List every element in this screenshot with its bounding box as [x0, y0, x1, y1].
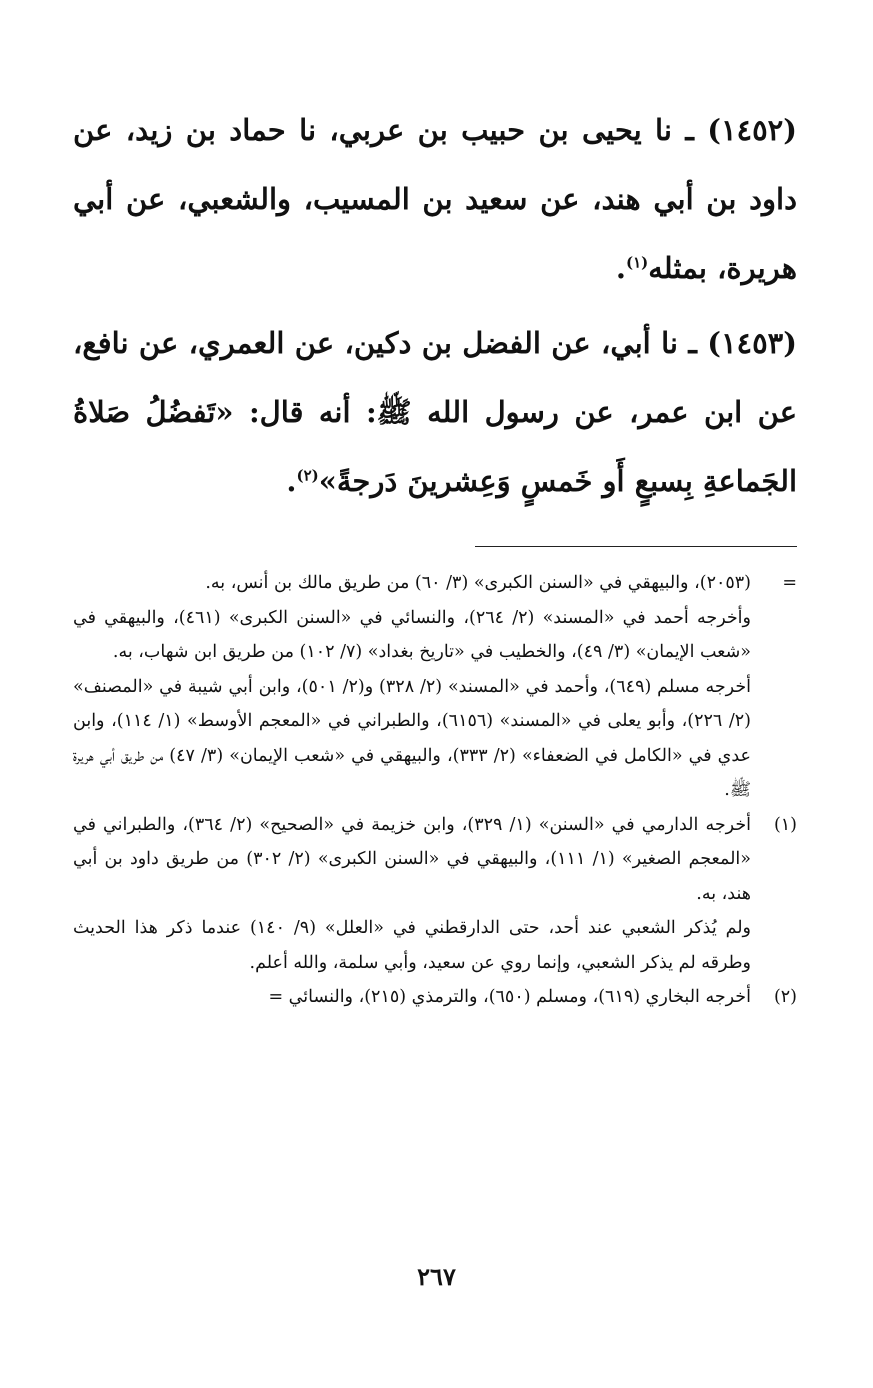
hadith-number: (١٤٥٢) — [707, 113, 797, 147]
footnote-marker: = — [782, 573, 797, 593]
footnote-text: (٢٠٥٣)، والبيهقي في «السنن الكبرى» (٣/ ٦٠) من طريق مالك بن أنس، به. — [205, 573, 751, 593]
footnote-marker: (٢) — [773, 987, 797, 1007]
page-number: ٢٦٧ — [417, 1262, 456, 1291]
hadith-number: (١٤٥٣) — [707, 326, 797, 360]
hadith-chain: ـ نا أبي، عن الفضل بن دكين، عن العمري، عن نافع، عن ابن عمر، عن رسول الله ﷺ: أنه قال: — [73, 326, 797, 429]
footnote-ref-2[interactable]: (٢) — [296, 466, 319, 485]
hadith-paragraph-1453 — [73, 309, 797, 516]
footnote-text: أخرجه الدارمي في «السنن» (١/ ٣٢٩)، وابن خزيمة في «الصحيح» (٢/ ٣٦٤)، والطبراني في «المعجم الصغير» (١/ ١١١)، والبيهقي في «السنن الكبرى» (٢/ ٣٠٢) من طريق داود بن أبي هند، به. — [73, 814, 752, 904]
footnote-marker: (١) — [773, 814, 797, 835]
footnotes-section — [73, 566, 797, 1015]
hadith-chain: ـ نا يحيى بن حبيب بن عربي، نا حماد بن زيد، عن داود بن أبي هند، عن سعيد بن المسيب، والشعبي، عن أبي هريرة، بمثله — [73, 113, 797, 285]
sentence-end: . — [615, 251, 626, 285]
footnote-1 — [73, 808, 797, 912]
hadith-paragraph-1452 — [73, 96, 797, 303]
footnote-text: أخرجه مسلم (٦٤٩)، وأحمد في «المسند» (٢/ ٣٢٨) و(٢/ ٥٠١)، وابن أبي شيبة في «المصنف» (٢/ ٢٢٦)، وأبو يعلى في «المسند» (٦١٥٦)، والطبراني في «المعجم الأوسط» (١/ ١١٤)، وابن عدي في «الكامل في الضعفاء» (٢/ ٣٣٣)، والبيهقي في «شعب الإيمان» (٣/ ٤٧) من طريق أبي هريرة ﷺ. — [73, 676, 752, 800]
footnote-text: ولم يُذكر الشعبي عند أحد، حتى الدارقطني في «العلل» (٩/ ١٤٠) عندما ذكر هذا الحديث وطرقه لم يذكر الشعبي، وإنما روي عن سعيد، وأبي سلمة، والله أعلم. — [73, 918, 752, 973]
footnote-text: أخرجه البخاري (٦١٩)، ومسلم (٦٥٠)، والترمذي (٢١٥)، والنسائي = — [268, 987, 751, 1007]
hadith-matn: «تَفضُلُ صَلاةُ الجَماعةِ بِسبعٍ أَو خَمسٍ وَعِشرينَ دَرجةً» — [73, 395, 797, 498]
footnote-2 — [73, 980, 797, 1015]
main-text — [73, 96, 797, 522]
footnote-text: وأخرجه أحمد في «المسند» (٢/ ٢٦٤)، والنسائي في «السنن الكبرى» (٤٦١)، والبيهقي في «شعب الإيمان» (٣/ ٤٩)، والخطيب في «تاريخ بغداد» (٧/ ١٠٢) من طريق ابن شهاب، به. — [73, 607, 751, 662]
footnote-separator — [475, 546, 797, 547]
sentence-end: . — [286, 464, 297, 498]
footnote-continued — [73, 566, 797, 601]
footnote-ref-1[interactable]: (١) — [625, 253, 649, 272]
